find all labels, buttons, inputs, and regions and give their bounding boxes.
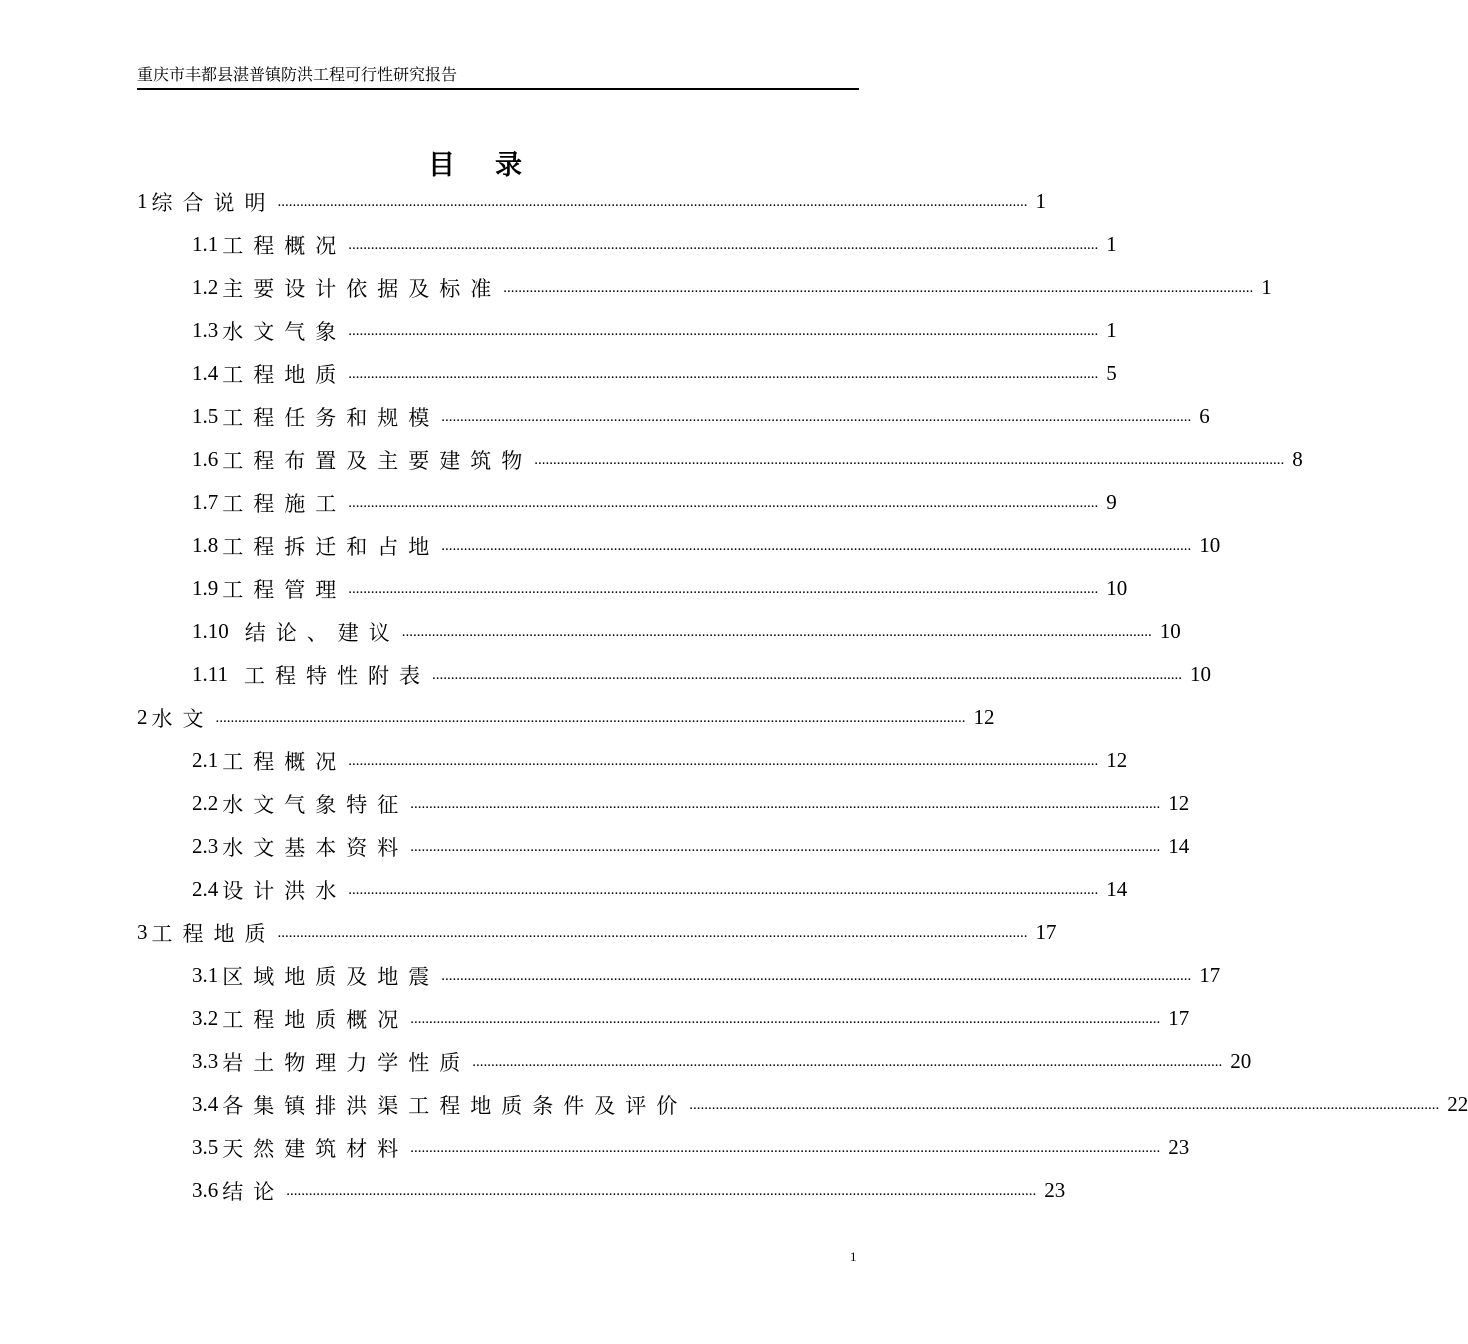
toc-entry-number: 3 (137, 920, 148, 944)
toc-entry-title: 工程拆迁和占地 (222, 534, 440, 559)
toc-entry-title: 结论 (222, 1179, 285, 1204)
toc-entry-page: 23 (1168, 1135, 1190, 1159)
toc-entry-page: 17 (1035, 920, 1057, 944)
toc-entry-page: 5 (1106, 361, 1117, 385)
toc-entry-title: 各集镇排洪渠工程地质条件及评价 (222, 1093, 688, 1118)
toc-leader-dots: ........................................................................................................................................................................................................ (503, 280, 1254, 296)
toc-entry-title: 工程任务和规模 (222, 405, 440, 430)
toc-entry-page: 10 (1106, 576, 1128, 600)
toc-entry-title: 设计洪水 (222, 878, 347, 903)
toc-section-entry[interactable] (192, 438, 1303, 481)
toc-entry-page: 1 (1106, 318, 1117, 342)
toc-section-entry[interactable] (192, 997, 1190, 1040)
toc-entry-page: 10 (1189, 662, 1211, 686)
toc-leader-dots: ........................................................................................................................................................................................................ (472, 1054, 1223, 1070)
toc-entry-page: 12 (1168, 791, 1190, 815)
toc-section-entry[interactable] (192, 782, 1190, 825)
toc-entry-title: 岩土物理力学性质 (222, 1050, 471, 1075)
toc-entry-number: 1.9 (192, 576, 219, 600)
toc-leader-dots: ........................................................................................................................................................................................................ (410, 1140, 1161, 1156)
toc-section-entry[interactable] (192, 352, 1117, 395)
toc-entry-page: 14 (1106, 877, 1128, 901)
toc-entry-page: 8 (1292, 447, 1303, 471)
toc-leader-dots: ........................................................................................................................................................................................................ (348, 366, 1099, 382)
toc-chapter-entry[interactable] (137, 911, 1057, 954)
toc-entry-title: 综合说明 (151, 190, 276, 215)
toc-entry-title: 工程施工 (222, 491, 347, 516)
toc-entry-number: 1 (137, 189, 148, 213)
toc-chapter-entry[interactable] (137, 696, 995, 739)
toc-entry-title: 区域地质及地震 (222, 964, 440, 989)
toc-entry-number: 3.4 (192, 1092, 219, 1116)
toc-section-entry[interactable] (192, 1169, 1066, 1212)
toc-entry-number: 2 (137, 705, 148, 729)
toc-leader-dots: ........................................................................................................................................................................................................ (441, 538, 1192, 554)
toc-entry-number: 1.10 (192, 619, 229, 643)
toc-leader-dots: ........................................................................................................................................................................................................ (348, 237, 1099, 253)
toc-section-entry[interactable] (192, 610, 1181, 653)
toc-entry-title: 水文 (151, 706, 214, 731)
toc-leader-dots: ........................................................................................................................................................................................................ (286, 1183, 1037, 1199)
toc-leader-dots: ........................................................................................................................................................................................................ (348, 753, 1099, 769)
toc-entry-number: 3.1 (192, 963, 219, 987)
toc-entry-page: 17 (1168, 1006, 1190, 1030)
toc-entry-title: 天然建筑材料 (222, 1136, 409, 1161)
toc-leader-dots: ........................................................................................................................................................................................................ (277, 194, 1028, 210)
toc-leader-dots: ........................................................................................................................................................................................................ (441, 968, 1192, 984)
toc-entry-number: 2.4 (192, 877, 219, 901)
toc-entry-title: 工程管理 (222, 577, 347, 602)
toc-section-entry[interactable] (192, 223, 1117, 266)
toc-entry-number: 3.3 (192, 1049, 219, 1073)
toc-entry-page: 1 (1035, 189, 1046, 213)
toc-entry-number: 1.7 (192, 490, 219, 514)
toc-title: 目录 (428, 150, 562, 181)
toc-leader-dots: ........................................................................................................................................................................................................ (689, 1097, 1440, 1113)
toc-leader-dots: ........................................................................................................................................................................................................ (410, 796, 1161, 812)
toc-entry-page: 22 (1447, 1092, 1468, 1116)
toc-entry-number: 1.3 (192, 318, 219, 342)
toc-leader-dots: ........................................................................................................................................................................................................ (348, 581, 1099, 597)
toc-entry-number: 1.8 (192, 533, 219, 557)
toc-entry-number: 1.2 (192, 275, 219, 299)
toc-entry-page: 14 (1168, 834, 1190, 858)
toc-entry-number: 1.11 (192, 662, 228, 686)
toc-entry-page: 17 (1199, 963, 1221, 987)
toc-leader-dots: ........................................................................................................................................................................................................ (348, 323, 1099, 339)
toc-entry-number: 2.3 (192, 834, 219, 858)
header-text: 重庆市丰都县湛普镇防洪工程可行性研究报告 (137, 67, 458, 84)
toc-leader-dots: ........................................................................................................................................................................................................ (348, 495, 1099, 511)
toc-section-entry[interactable] (192, 524, 1221, 567)
toc-entry-title: 工程概况 (222, 749, 347, 774)
toc-entry-title: 水文气象特征 (222, 792, 409, 817)
toc-entry-page: 10 (1159, 619, 1181, 643)
toc-entry-title: 工程特性附表 (243, 663, 430, 688)
toc-entry-title: 工程地质 (151, 921, 276, 946)
toc-section-entry[interactable] (192, 309, 1117, 352)
toc-entry-title: 水文气象 (222, 319, 347, 344)
toc-entry-title: 工程地质 (222, 362, 347, 387)
toc-section-entry[interactable] (192, 266, 1272, 309)
toc-leader-dots: ........................................................................................................................................................................................................ (431, 667, 1182, 683)
toc-entry-title: 工程概况 (222, 233, 347, 258)
page-number: 1 (850, 1249, 857, 1264)
toc-leader-dots: ........................................................................................................................................................................................................ (215, 710, 966, 726)
toc-section-entry[interactable] (192, 1040, 1252, 1083)
toc-entry-number: 1.1 (192, 232, 219, 256)
toc-entry-page: 12 (1106, 748, 1128, 772)
toc-entry-page: 12 (973, 705, 995, 729)
toc-entry-title: 工程布置及主要建筑物 (222, 448, 533, 473)
toc-leader-dots: ........................................................................................................................................................................................................ (441, 409, 1192, 425)
toc-leader-dots: ........................................................................................................................................................................................................ (410, 1011, 1161, 1027)
toc-section-entry[interactable] (192, 739, 1128, 782)
toc-entry-number: 1.6 (192, 447, 219, 471)
toc-section-entry[interactable] (192, 954, 1221, 997)
page-header (137, 66, 859, 90)
toc-section-entry[interactable] (192, 567, 1128, 610)
toc-section-entry[interactable] (192, 1126, 1190, 1169)
toc-entry-page: 1 (1261, 275, 1272, 299)
toc-chapter-entry[interactable] (137, 180, 1046, 223)
toc-entry-page: 9 (1106, 490, 1117, 514)
toc-entry-number: 3.6 (192, 1178, 219, 1202)
toc-leader-dots: ........................................................................................................................................................................................................ (534, 452, 1285, 468)
toc-entry-title: 结论、建议 (244, 620, 400, 645)
toc-leader-dots: ........................................................................................................................................................................................................ (277, 925, 1028, 941)
toc-section-entry[interactable] (192, 395, 1210, 438)
toc-entry-number: 2.2 (192, 791, 219, 815)
toc-section-entry[interactable] (192, 825, 1190, 868)
toc-leader-dots: ........................................................................................................................................................................................................ (401, 624, 1152, 640)
toc-entry-page: 1 (1106, 232, 1117, 256)
toc-entry-page: 10 (1199, 533, 1221, 557)
toc-entry-title: 工程地质概况 (222, 1007, 409, 1032)
toc-entry-page: 20 (1230, 1049, 1252, 1073)
toc-entry-title: 主要设计依据及标准 (222, 276, 502, 301)
toc-section-entry[interactable] (192, 1083, 1468, 1126)
toc-section-entry[interactable] (192, 481, 1117, 524)
toc-entry-number: 3.5 (192, 1135, 219, 1159)
toc-entry-number: 3.2 (192, 1006, 219, 1030)
toc-entry-title: 水文基本资料 (222, 835, 409, 860)
toc-section-entry[interactable] (192, 653, 1211, 696)
toc-entry-number: 1.5 (192, 404, 219, 428)
toc-leader-dots: ........................................................................................................................................................................................................ (410, 839, 1161, 855)
toc-leader-dots: ........................................................................................................................................................................................................ (348, 882, 1099, 898)
toc-entry-page: 23 (1044, 1178, 1066, 1202)
toc-section-entry[interactable] (192, 868, 1128, 911)
toc-entry-page: 6 (1199, 404, 1210, 428)
toc-entry-number: 1.4 (192, 361, 219, 385)
toc-entry-number: 2.1 (192, 748, 219, 772)
